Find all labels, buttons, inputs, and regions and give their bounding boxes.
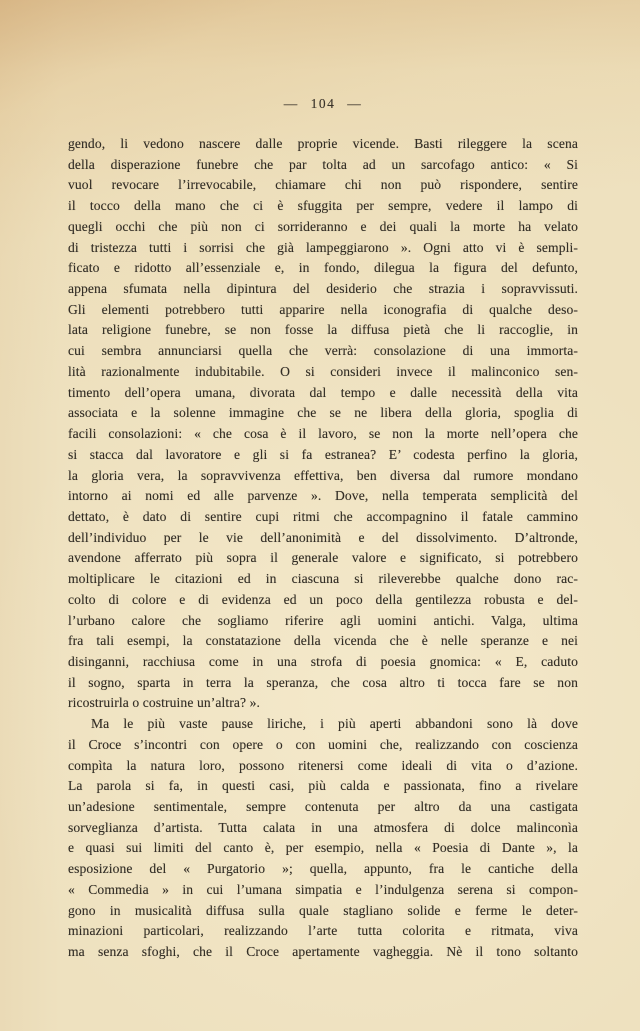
text-line: Ma le più vaste pause liriche, i più aperti abbandoni sono là dove bbox=[91, 716, 578, 732]
text-line: della disperazione funebre che par tolta ad un sarcofago antico: « Si bbox=[68, 156, 578, 172]
text-line: esposizione del « Purgatorio »; quella, appunto, fra le cantiche della bbox=[68, 861, 578, 877]
text-line: Gli elementi potrebbero tutti apparire nella iconografia di qualche deso- bbox=[68, 301, 578, 317]
text-line: La parola si fa, in questi casi, più calda e passionata, fino a rivelare bbox=[68, 778, 578, 794]
text-line: timento dell’opera umana, divorata dal tempo e dalle necessità della vita bbox=[68, 384, 578, 400]
text-line: intorno ai nomi ed alle parvenze ». Dove, nella temperata semplicità del bbox=[68, 488, 578, 504]
text-line: ricostruirla o costruine un’altra? ». bbox=[68, 695, 261, 711]
text-line: gendo, li vedono nascere dalle proprie vicende. Basti rileggere la scena bbox=[68, 136, 578, 151]
text-line: gono in musicalità diffusa sulla quale stagliano solide e ferme le deter- bbox=[68, 902, 578, 918]
text-line: avendone afferrato più sopra il generale valore e significato, si potrebbero bbox=[68, 550, 578, 566]
text-line: si stacca dal lavoratore e gli si fa estranea? E’ codesta perfino la gloria, bbox=[68, 446, 578, 462]
text-line: sorveglianza d’artista. Tutta calata in una atmosfera di dolce malinconìa bbox=[68, 819, 578, 835]
page-text bbox=[68, 134, 578, 963]
text-line: la gloria vera, la sopravvivenza effettiva, ben diversa dal rumore mondano bbox=[68, 467, 578, 483]
text-line: il sogno, sparta in terra la speranza, che cosa altro ti tocca fare se non bbox=[68, 674, 578, 690]
paragraph-2 bbox=[68, 714, 578, 963]
text-line: cui sembra annunciarsi quella che verrà: consolazione di una immorta- bbox=[68, 343, 578, 359]
text-line: vuol revocare l’irrevocabile, chiamare chi non può rispondere, sentire bbox=[68, 177, 578, 193]
text-line: moltiplicare le citazioni ed in ciascuna si rileverebbe qualche dono rac- bbox=[68, 571, 578, 587]
text-line: compìta la natura loro, possono ritenersi come ideali di vita o d’azione. bbox=[68, 757, 578, 773]
text-line: di tristezza tutti i sorrisi che già lampeggiarono ». Ogni atto vi è sempli- bbox=[68, 239, 578, 255]
text-line: lità razionalmente indubitabile. O si consideri invece il malinconico sen- bbox=[68, 363, 578, 379]
text-line: il tocco della mano che ci è sfuggita per sempre, vedere il lampo di bbox=[68, 198, 578, 214]
paragraph-1 bbox=[68, 134, 578, 714]
text-line: « Commedia » in cui l’umana simpatia e l’indulgenza serena si compon- bbox=[68, 881, 578, 897]
page-number: — 104 — bbox=[283, 96, 363, 111]
text-line: fra tali esempi, la constatazione della vicenda che è nelle speranze e nei bbox=[68, 633, 578, 649]
text-line: appena sfumata nella dipintura del desiderio che strazia i sopravvissuti. bbox=[68, 281, 578, 297]
text-line: quegli occhi che più non ci sorrideranno e dei quali la morte ha velato bbox=[68, 218, 578, 234]
text-line: il Croce s’incontri con opere o con uomini che, realizzando con coscienza bbox=[68, 736, 578, 752]
text-line: colto di colore e di evidenza ed un poco della gentilezza robusta e del- bbox=[68, 591, 578, 607]
text-line: ficato e ridotto all’essenziale e, in fondo, dilegua la figura del defunto, bbox=[68, 260, 578, 276]
text-line: dell’individuo per le vie dell’anonimità e del dissolvimento. D’altronde, bbox=[68, 529, 578, 545]
text-line: associata e la solenne immagine che se ne libera della gloria, spoglia di bbox=[68, 405, 578, 421]
text-line: disinganni, racchiusa come in una strofa di poesia gnomica: « E, caduto bbox=[68, 653, 578, 669]
text-line: minazioni particolari, realizzando l’arte tutta colorita e ritmata, viva bbox=[68, 923, 578, 939]
text-line: l’urbano calore che sogliamo riferire agli uomini antichi. Valga, ultima bbox=[68, 612, 578, 628]
text-line: ma senza sfoghi, che il Croce apertamente vagheggia. Nè il tono soltanto bbox=[68, 944, 578, 960]
text-line: e quasi sui limiti del canto è, per esempio, nella « Poesia di Dante », la bbox=[68, 840, 578, 856]
text-line: facili consolazioni: « che cosa è il lavoro, se non la morte nell’opera che bbox=[68, 426, 578, 442]
text-line: lata religione funebre, se non fosse la diffusa pietà che li raccoglie, in bbox=[68, 322, 578, 338]
text-line: dettato, è dato di sentire cupi ritmi che accompagnino il fatale cammino bbox=[68, 508, 578, 524]
text-line: un’adesione sentimentale, sempre contenuta per altro da una castigata bbox=[68, 799, 578, 814]
